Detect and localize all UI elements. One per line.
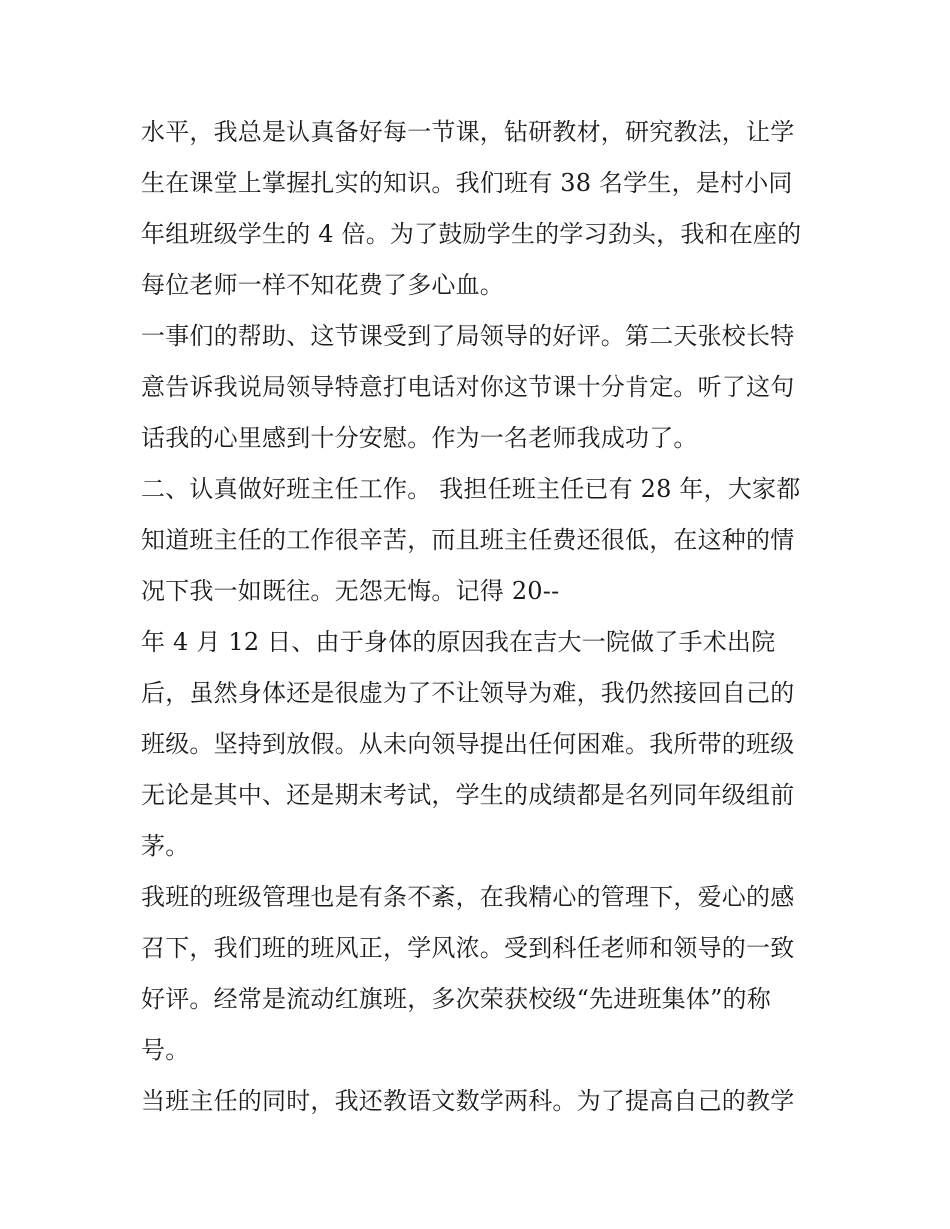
text-line: 后，虽然身体还是很虚为了不让领导为难，我仍然接回自己的 (141, 679, 795, 707)
text-line: 意告诉我说局领导特意打电话对你这节课十分肯定。听了这句 (141, 373, 795, 401)
text-line: 无论是其中、还是期末考试，学生的成绩都是名列同年级组前 (141, 781, 795, 809)
text-line: 每位老师一样不知花费了多心血。 (141, 271, 504, 299)
text-line: 号。 (141, 1036, 190, 1064)
text-line: 二、认真做好班主任工作。 我担任班主任已有 28 年，大家都 (141, 475, 801, 503)
text-line: 知道班主任的工作很辛苦，而且班主任费还很低，在这种的情 (141, 526, 795, 554)
text-line: 召下，我们班的班风正，学风浓。受到科任老师和领导的一致 (141, 934, 795, 962)
text-line: 水平，我总是认真备好每一节课，钻研教材，研究教法，让学 (141, 118, 795, 146)
text-line: 茅。 (141, 832, 190, 860)
text-line: 一事们的帮助、这节课受到了局领导的好评。第二天张校长特 (141, 322, 795, 350)
text-line: 生在课堂上掌握扎实的知识。我们班有 38 名学生，是村小同 (141, 169, 793, 197)
text-line: 我班的班级管理也是有条不紊，在我精心的管理下，爱心的感 (141, 883, 795, 911)
text-line: 年组班级学生的 4 倍。为了鼓励学生的学习劲头，我和在座的 (141, 220, 802, 248)
text-line: 况下我一如既往。无怨无悔。记得 20-- (141, 577, 560, 605)
text-line: 当班主任的同时，我还教语文数学两科。为了提高自己的教学 (141, 1087, 795, 1115)
text-line: 好评。经常是流动红旗班，多次荣获校级“先进班集体”的称 (141, 985, 771, 1013)
body-text (141, 107, 841, 1127)
text-line: 年 4 月 12 日、由于身体的原因我在吉大一院做了手术出院 (141, 628, 776, 656)
text-line: 话我的心里感到十分安慰。作为一名老师我成功了。 (141, 424, 698, 452)
text-line: 班级。坚持到放假。从未向领导提出任何困难。我所带的班级 (141, 730, 795, 758)
